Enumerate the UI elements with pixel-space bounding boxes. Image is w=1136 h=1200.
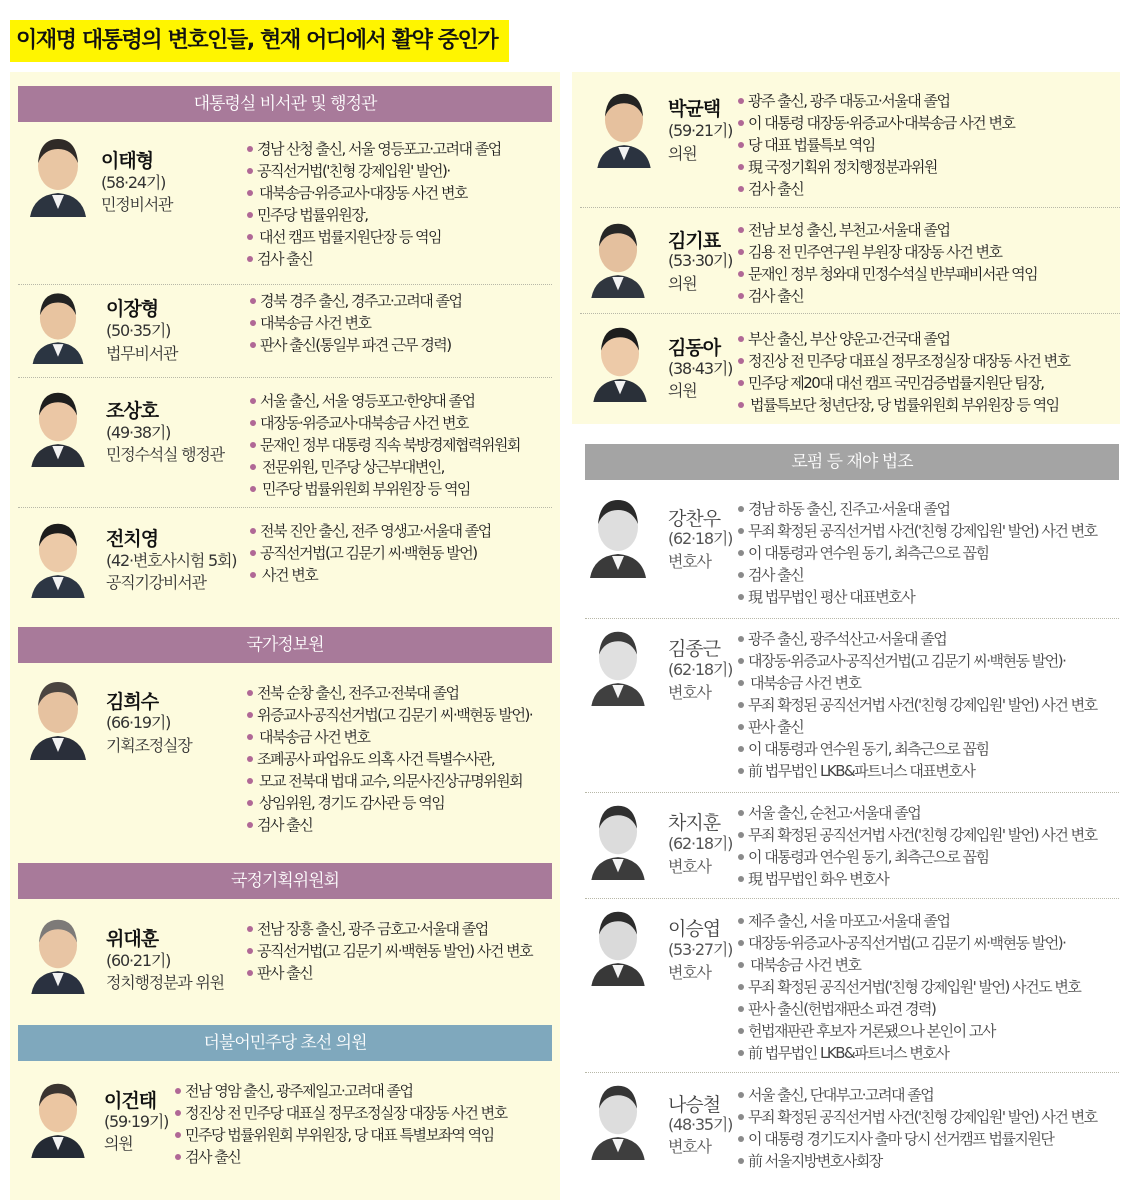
career-item: 대장동·위증교사·공직선거법(고 김문기 씨·백현동 발언)·: [738, 650, 1097, 672]
career-list: [738, 802, 1097, 890]
career-item: 이 대통령과 연수원 동기, 최측근으로 꼽힘: [738, 738, 1097, 760]
person-role: 의원: [668, 381, 697, 400]
portrait-photo: [30, 676, 86, 760]
career-item: 문재인 정부 청와대 민정수석실 반부패비서관 역임: [738, 263, 1037, 285]
person-generation: (62·18기): [668, 834, 733, 853]
divider: [18, 377, 552, 378]
person-generation: (50·35기): [106, 321, 171, 340]
section-header-nis: 국가정보원: [18, 627, 552, 663]
person-generation: (53·27기): [668, 940, 733, 959]
career-item: 전문위원, 민주당 상근부대변인,: [250, 456, 520, 478]
career-item: 정진상 전 민주당 대표실 정무조정실장 대장동 사건 변호: [175, 1102, 507, 1124]
career-item: 검사 출신: [175, 1146, 507, 1168]
career-list: [738, 328, 1070, 416]
person-name: 이태형: [101, 150, 154, 172]
person-name: 차지훈: [668, 812, 721, 834]
career-item: 김용 전 민주연구원 부원장 대장동 사건 변호: [738, 241, 1037, 263]
career-item: 당 대표 법률특보 역임: [738, 134, 1014, 156]
career-item: 대북송금 사건 변호: [250, 312, 461, 334]
career-item: 검사 출신: [738, 178, 1014, 200]
career-item: 대장동·위증교사·대북송금 사건 변호: [250, 412, 520, 434]
career-item: 법률특보단 청년단장, 당 법률위원회 부위원장 등 역임: [738, 394, 1070, 416]
portrait-photo: [592, 322, 648, 402]
career-item: 대장동·위증교사·공직선거법(고 김문기 씨·백현동 발언)·: [738, 932, 1080, 954]
career-item: 전남 장흥 출신, 광주 금호고·서울대 졸업: [247, 918, 532, 940]
career-item: 무죄 확정된 공직선거법 사건('친형 강제입원' 발언) 사건 변호: [738, 694, 1097, 716]
person-generation: (62·18기): [668, 660, 733, 679]
person-name: 전치영: [106, 528, 159, 550]
person-generation: (59·19기): [104, 1112, 169, 1131]
person-role: 의원: [668, 144, 697, 163]
career-item: 서울 출신, 단대부고·고려대 졸업: [738, 1084, 1097, 1106]
portrait-photo: [590, 218, 646, 298]
career-item: 민주당 제20대 대선 캠프 국민검증법률지원단 팀장,: [738, 372, 1070, 394]
person-generation: (48·35기): [668, 1115, 733, 1134]
person-generation: (49·38기): [106, 423, 171, 442]
career-item: 검사 출신: [247, 248, 501, 270]
career-item: 경남 산청 출신, 서울 영등포고·고려대 졸업: [247, 138, 501, 160]
career-item: 민주당 법률위원장,: [247, 204, 501, 226]
career-item: 前 법무법인 LKB&파트너스 대표변호사: [738, 760, 1097, 782]
career-item: 경남 하동 출신, 진주고·서울대 졸업: [738, 498, 1097, 520]
career-item: 무죄 확정된 공직선거법('친형 강제입원' 발언) 사건도 변호: [738, 976, 1080, 998]
portrait-photo: [30, 518, 86, 598]
career-list: [250, 520, 491, 586]
career-item: 조폐공사 파업유도 의혹 사건 특별수사관,: [247, 748, 532, 770]
divider: [585, 792, 1119, 793]
person-name: 이건태: [104, 1090, 157, 1112]
divider: [585, 618, 1119, 619]
person-role: 변호사: [668, 552, 711, 571]
career-item: 이 대통령과 연수원 동기, 최측근으로 꼽힘: [738, 542, 1097, 564]
portrait-photo: [596, 88, 652, 168]
career-item: 검사 출신: [247, 814, 532, 836]
career-item: 모교 전북대 법대 교수, 의문사진상규명위원회: [247, 770, 532, 792]
career-item: 부산 출신, 부산 양운고·건국대 졸업: [738, 328, 1070, 350]
career-list: [247, 138, 501, 270]
career-item: 검사 출신: [738, 285, 1037, 307]
person-generation: (58·24기): [101, 173, 166, 192]
person-role: 변호사: [668, 1137, 711, 1156]
portrait-photo: [30, 387, 86, 467]
portrait-photo: [30, 914, 86, 994]
person-name: 김기표: [668, 230, 721, 252]
career-item: 광주 출신, 광주석산고·서울대 졸업: [738, 628, 1097, 650]
person-name: 나승철: [668, 1094, 721, 1116]
career-item: 서울 출신, 순천고·서울대 졸업: [738, 802, 1097, 824]
portrait-photo: [590, 494, 646, 578]
section-header-planning: 국정기획위원회: [18, 863, 552, 899]
person-name: 이승엽: [668, 918, 721, 940]
career-item: 대북송금 사건 변호: [738, 954, 1080, 976]
career-item: 문재인 정부 대통령 직속 북방경제협력위원회: [250, 434, 520, 456]
portrait-photo: [590, 906, 646, 986]
career-item: 민주당 법률위원회 부위원장 등 역임: [250, 478, 520, 500]
career-item: 전남 보성 출신, 부천고·서울대 졸업: [738, 219, 1037, 241]
person-name: 위대훈: [106, 928, 159, 950]
person-role: 기획조정실장: [106, 736, 192, 755]
person-generation: (38·43기): [668, 359, 733, 378]
divider: [18, 284, 552, 285]
career-item: 제주 출신, 서울 마포고·서울대 졸업: [738, 910, 1080, 932]
career-item: 무죄 확정된 공직선거법 사건('친형 강제입원' 발언) 사건 변호: [738, 824, 1097, 846]
career-item: 판사 출신: [247, 962, 532, 984]
person-name: 김종근: [668, 638, 721, 660]
career-item: 민주당 법률위원회 부위원장, 당 대표 특별보좌역 역임: [175, 1124, 507, 1146]
career-list: [250, 390, 520, 500]
career-item: 경북 경주 출신, 경주고·고려대 졸업: [250, 290, 461, 312]
career-list: [738, 90, 1014, 200]
career-item: 대북송금 사건 변호: [247, 726, 532, 748]
person-name: 김희수: [106, 691, 159, 713]
career-item: 판사 출신: [738, 716, 1097, 738]
career-item: 사건 변호: [250, 564, 491, 586]
person-role: 정치행정분과 위원: [106, 973, 224, 992]
person-generation: (66·19기): [106, 713, 171, 732]
portrait-photo: [30, 1078, 86, 1158]
divider: [18, 507, 552, 508]
career-item: 무죄 확정된 공직선거법 사건('친형 강제입원' 발언) 사건 변호: [738, 1106, 1097, 1128]
person-role: 변호사: [668, 963, 711, 982]
career-item: 대북송금·위증교사·대장동 사건 변호: [247, 182, 501, 204]
person-generation: (60·21기): [106, 951, 171, 970]
career-item: 現 법무법인 평산 대표변호사: [738, 586, 1097, 608]
divider: [580, 313, 1120, 314]
career-item: 現 법무법인 화우 변호사: [738, 868, 1097, 890]
person-name: 이장형: [106, 298, 159, 320]
portrait-photo: [590, 800, 646, 880]
career-item: 전남 영암 출신, 광주제일고·고려대 졸업: [175, 1080, 507, 1102]
career-list: [738, 1084, 1097, 1172]
person-role: 법무비서관: [106, 344, 178, 363]
career-list: [175, 1080, 507, 1168]
career-item: 전북 진안 출신, 전주 영생고·서울대 졸업: [250, 520, 491, 542]
career-item: 공직선거법(고 김문기 씨·백현동 발언): [250, 542, 491, 564]
career-item: 現 국정기획위 정치행정분과위원: [738, 156, 1014, 178]
page-title: 이재명 대통령의 변호인들, 현재 어디에서 활약 중인가: [10, 20, 509, 62]
career-item: 판사 출신(통일부 파견 근무 경력): [250, 334, 461, 356]
person-generation: (42·변호사시험 5회): [106, 551, 237, 570]
portrait-photo: [590, 1080, 646, 1160]
career-list: [738, 498, 1097, 608]
person-name: 조상호: [106, 400, 159, 422]
section-header-dp: 더불어민주당 초선 의원: [18, 1025, 552, 1061]
career-item: 이 대통령 경기도지사 출마 당시 선거캠프 법률지원단: [738, 1128, 1097, 1150]
career-item: 정진상 전 민주당 대표실 정무조정실장 대장동 사건 변호: [738, 350, 1070, 372]
career-item: 공직선거법(고 김문기 씨·백현동 발언) 사건 변호: [247, 940, 532, 962]
career-item: 헌법재판관 후보자 거론됐으나 본인이 고사: [738, 1020, 1080, 1042]
person-name: 강찬우: [668, 508, 721, 530]
career-list: [247, 918, 532, 984]
career-item: 대북송금 사건 변호: [738, 672, 1097, 694]
portrait-photo: [590, 626, 646, 706]
career-list: [738, 219, 1037, 307]
career-item: 전북 순창 출신, 전주고·전북대 졸업: [247, 682, 532, 704]
career-item: 상임위원, 경기도 감사관 등 역임: [247, 792, 532, 814]
career-item: 위증교사·공직선거법(고 김문기 씨·백현동 발언)·: [247, 704, 532, 726]
career-item: 공직선거법('친형 강제입원' 발언)·: [247, 160, 501, 182]
person-name: 박균택: [668, 98, 721, 120]
career-item: 이 대통령과 연수원 동기, 최측근으로 꼽힘: [738, 846, 1097, 868]
career-list: [738, 628, 1097, 782]
person-role: 변호사: [668, 857, 711, 876]
career-item: 광주 출신, 광주 대동고·서울대 졸업: [738, 90, 1014, 112]
career-item: 검사 출신: [738, 564, 1097, 586]
career-item: 前 서울지방변호사회장: [738, 1150, 1097, 1172]
person-role: 민정비서관: [101, 195, 173, 214]
divider: [585, 898, 1119, 899]
section-header-lawfirm: 로펌 등 재야 법조: [585, 444, 1119, 480]
person-role: 민정수석실 행정관: [106, 445, 224, 464]
portrait-photo: [30, 288, 86, 364]
career-list: [250, 290, 461, 356]
divider: [580, 207, 1120, 208]
career-list: [738, 910, 1080, 1064]
career-item: 이 대통령 대장동·위증교사·대북송금 사건 변호: [738, 112, 1014, 134]
section-header-office: 대통령실 비서관 및 행정관: [18, 86, 552, 122]
person-role: 변호사: [668, 683, 711, 702]
career-list: [247, 682, 532, 836]
career-item: 판사 출신(헌법재판소 파견 경력): [738, 998, 1080, 1020]
person-generation: (53·30기): [668, 251, 733, 270]
career-item: 前 법무법인 LKB&파트너스 변호사: [738, 1042, 1080, 1064]
person-name: 김동아: [668, 337, 721, 359]
career-item: 서울 출신, 서울 영등포고·한양대 졸업: [250, 390, 520, 412]
person-generation: (62·18기): [668, 529, 733, 548]
portrait-photo: [30, 133, 86, 217]
person-role: 의원: [104, 1134, 133, 1153]
career-item: 무죄 확정된 공직선거법 사건('친형 강제입원' 발언) 사건 변호: [738, 520, 1097, 542]
person-role: 공직기강비서관: [106, 573, 206, 592]
person-generation: (59·21기): [668, 121, 733, 140]
career-item: 대선 캠프 법률지원단장 등 역임: [247, 226, 501, 248]
person-role: 의원: [668, 274, 697, 293]
divider: [585, 1072, 1119, 1073]
